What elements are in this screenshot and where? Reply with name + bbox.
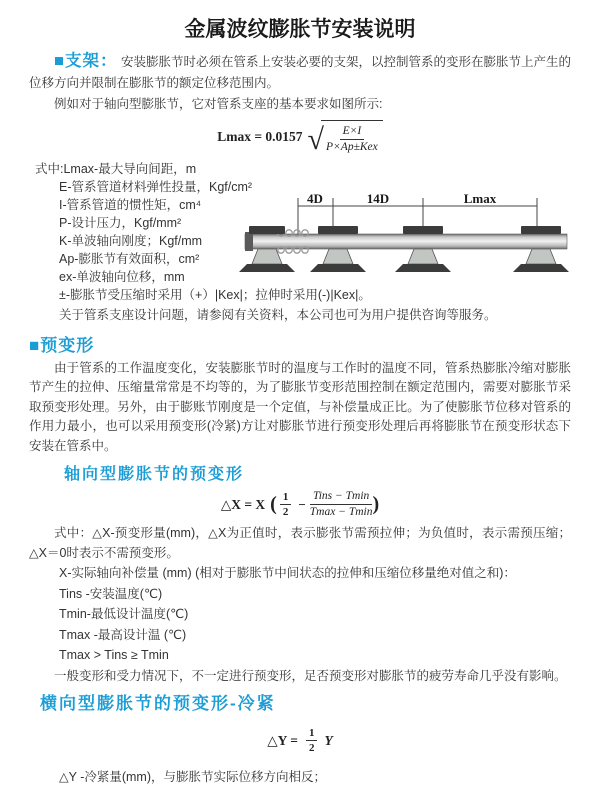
support-example-line: 例如对于轴向型膨胀节，它对管系支座的基本要求如图所示: [54, 97, 383, 111]
definition-line: Ap-膨胀节有效面积，cm² [59, 251, 200, 266]
fraction-numerator: 1 [306, 726, 318, 741]
plus-minus-note: ±-膨胀节受压缩时采用（+）|Kex|；拉伸时采用(-)|Kex|。 [59, 287, 371, 302]
temperature-fraction [310, 489, 373, 520]
definition-line: K-单波轴向刚度；Kgf/mm [59, 233, 203, 248]
formula-fraction [326, 124, 378, 155]
sqrt-body [321, 120, 383, 155]
fraction-numerator: Tins − Tmin [310, 489, 372, 505]
formula-lhs: Lmax = 0.0157 [217, 129, 303, 145]
dim-label-4d: 4D [307, 190, 323, 206]
pipe-end-cap [245, 232, 253, 251]
definition-line: ex-单波轴向位移，mm [59, 269, 185, 284]
definition-line: X-实际轴向补偿量 (mm) (相对于膨胀节中间状态的拉伸和压缩位移量绝对值之和)： [59, 566, 516, 581]
lateral-note: △Y -冷紧量(mm)，与膨胀节实际位移方向相反； [59, 770, 327, 785]
axial-predeform-header: 轴向型膨胀节的预变形 [64, 466, 245, 484]
minus-operator: − [298, 496, 306, 512]
close-paren: ) [372, 492, 380, 515]
definition-line: E-管系管道材料弹性投量，Kgf/cm² [59, 179, 253, 194]
formula-lhs: △Y = [267, 732, 298, 748]
axial-definition-lines [0, 563, 600, 666]
lateral-predeform-header: 横向型膨胀节的预变形-冷紧 [40, 693, 276, 713]
lateral-predeform-formula [0, 726, 600, 756]
half-fraction [306, 726, 318, 756]
pipe [245, 234, 567, 249]
sqrt-radical-icon: √ [307, 123, 325, 157]
fraction-denominator: 2 [308, 742, 315, 755]
symbol-definitions [0, 160, 600, 325]
support-section-header: ■支架： [54, 52, 118, 70]
guide-spacing-formula [0, 120, 600, 155]
definition-line: I-管系管道的惯性矩，cm⁴ [59, 197, 202, 212]
fraction-denominator: 2 [282, 506, 289, 519]
pipe-support-diagram [245, 192, 595, 287]
support-intro-text: 安装膨胀节时必须在管系上安装必要的支架，以控制管系的变形在膨胀节上产生的位移方向并限制在膨胀节的额定位移范围内。 [29, 55, 571, 90]
definition-line: 式中:Lmax-最大导向间距，m [35, 161, 197, 176]
open-paren: ( [270, 492, 277, 515]
axial-note: 一般变形和受力情况下，不一定进行预变形，足否预变形对膨胀节的疲劳寿命几乎没有影响。 [54, 668, 567, 683]
formula-lhs: △X = X [220, 496, 266, 512]
predeform-body: 由于管系的工作温度变化，安装膨胀节时的温度与工作时的温度不同，管系热膨胀冷缩对膨胀节产生的拉伸、压缩量常常是不均等的，为了膨胀节变形范围控制在额定范围内，需要对膨胀节采取预变形处理。另外，由于膨账节刚度是一个定值，与补偿量成正比。为了使膨胀节位移对管系的作用力最小，也可以采用预变形(冷紧)方让对膨胀节进行预变形处理后再将膨胀节在预变形状态下安装在管系中。 [29, 360, 571, 453]
definition-line: Tmax -最高设计温 (℃) [59, 627, 187, 642]
axial-formula-explanation: 式中：△X-预变形量(mm)，△X为正值时，表示膨张节需预拉伸；为负值时，表示需预压缩；△X＝0时表示不需预变形。 [29, 526, 571, 561]
definition-line: Tins -安装温度(℃) [59, 586, 163, 601]
fraction-denominator: Tmax − Tmin [309, 506, 373, 519]
dim-label-14d: 14D [366, 190, 390, 206]
fraction-denominator: P×Ap±Kex [326, 140, 378, 153]
fraction-numerator: E×I [340, 124, 365, 140]
definition-line: Tmax > Tins ≥ Tmin [59, 648, 169, 663]
axial-predeform-formula [0, 489, 600, 520]
fraction-numerator: 1 [280, 490, 292, 505]
definition-line: Tmin-最低设计温度(℃) [59, 607, 189, 622]
consulting-note: 关于管系支座设计问题，请参阅有关资料，本公司也可为用户提供咨询等服务。 [59, 307, 497, 322]
dim-label-lmax: Lmax [463, 190, 497, 206]
definition-line: P-设计压力，Kgf/mm² [59, 215, 182, 230]
half-fraction [280, 490, 292, 520]
formula-rhs: Y [324, 732, 333, 748]
support-intro-paragraph [29, 51, 571, 94]
page-title: 金属波纹膨胀节安装说明 [184, 18, 416, 41]
predeform-section-header: ■预变形 [29, 335, 95, 355]
